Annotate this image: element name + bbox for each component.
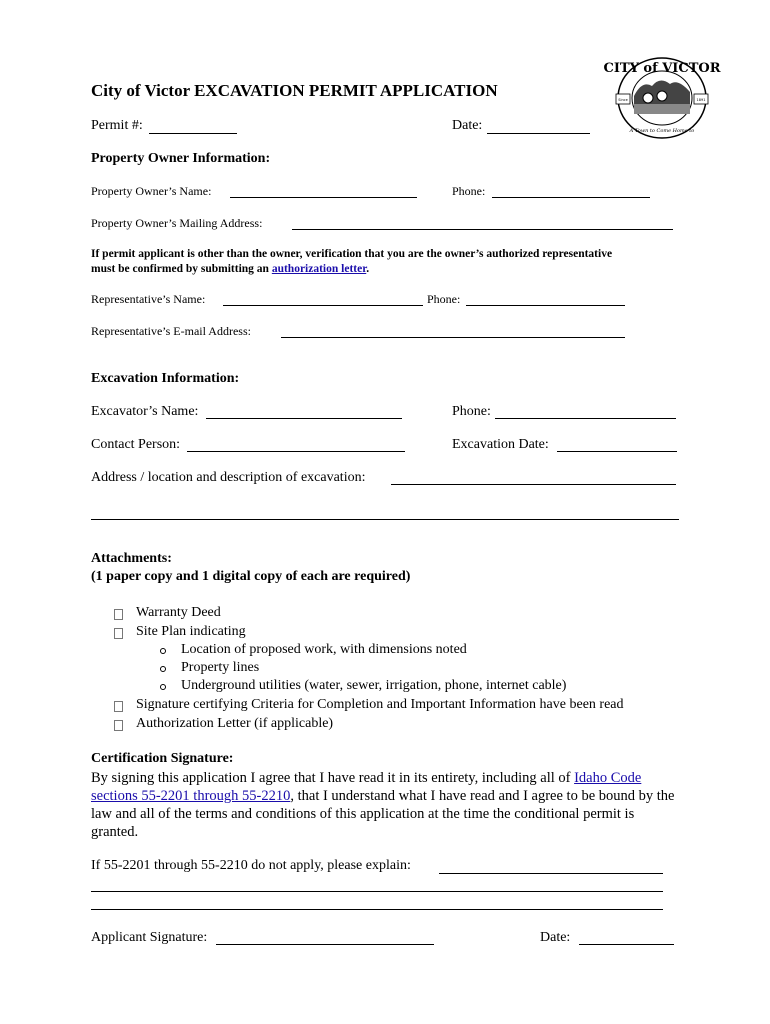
signature-criteria-label: Signature certifying Criteria for Completion and Important Information have been read [136, 697, 624, 712]
warranty-deed-label: Warranty Deed [136, 605, 221, 620]
page-title: City of Victor EXCAVATION PERMIT APPLICATION [91, 81, 498, 100]
explain-line-2[interactable] [91, 891, 663, 892]
warranty-deed-checkbox[interactable] [114, 609, 123, 620]
owner-name-field[interactable] [230, 197, 417, 198]
contact-person-field[interactable] [187, 451, 405, 452]
city-seal-logo [603, 52, 721, 144]
rep-phone-field[interactable] [466, 305, 625, 306]
certification-text: By signing this application I agree that I have read it in its entirety, including all of [91, 770, 575, 786]
applicant-signature-field[interactable] [216, 944, 434, 945]
rep-email-field[interactable] [281, 337, 625, 338]
date-label: Date: [452, 118, 483, 133]
signature-criteria-checkbox[interactable] [114, 701, 123, 712]
excavator-phone-field[interactable] [495, 418, 676, 419]
attachments-subheading: (1 paper copy and 1 digital copy of each are required) [91, 569, 411, 584]
rep-name-label: Representative’s Name: [91, 292, 206, 306]
explain-line-3[interactable] [91, 909, 663, 910]
sub-bullet-icon [160, 666, 166, 672]
idaho-code-link[interactable]: Idaho Code sections 55-2201 through 55-2210 [91, 770, 642, 804]
excavator-name-label: Excavator’s Name: [91, 404, 199, 419]
excavation-heading: Excavation Information: [91, 371, 240, 386]
signature-date-label: Date: [540, 930, 571, 945]
authorization-letter-checkbox[interactable] [114, 720, 123, 731]
excavator-name-field[interactable] [206, 418, 402, 419]
excavation-date-field[interactable] [557, 451, 677, 452]
owner-name-label: Property Owner’s Name: [91, 184, 212, 198]
svg-text:1891: 1891 [696, 98, 706, 102]
rep-email-label: Representative’s E-mail Address: [91, 324, 251, 338]
attachments-heading: Attachments: [91, 551, 172, 566]
site-plan-label: Site Plan indicating [136, 624, 246, 639]
certification-paragraph [91, 769, 683, 841]
excavation-description-line[interactable] [91, 519, 679, 520]
excavation-address-label: Address / location and description of excavation: [91, 470, 366, 485]
site-plan-sub-property-lines: Property lines [181, 660, 260, 675]
owner-phone-field[interactable] [492, 197, 650, 198]
permit-number-label: Permit #: [91, 118, 143, 133]
date-field[interactable] [487, 133, 590, 134]
signature-date-field[interactable] [579, 944, 674, 945]
rep-name-field[interactable] [223, 305, 423, 306]
contact-person-label: Contact Person: [91, 437, 181, 452]
owner-phone-label: Phone: [452, 184, 486, 198]
owner-address-label: Property Owner’s Mailing Address: [91, 216, 263, 230]
authorization-letter-link[interactable]: authorization letter [271, 263, 367, 275]
site-plan-checkbox[interactable] [114, 628, 123, 639]
svg-text:Since: Since [618, 98, 628, 102]
site-plan-sub-location: Location of proposed work, with dimensions noted [181, 642, 467, 657]
notice-line-1: If permit applicant is other than the owner, verification that you are the owner’s authorized representative [91, 248, 613, 260]
owner-heading: Property Owner Information: [91, 151, 271, 166]
svg-text:A Town to Come Home to: A Town to Come Home to [629, 128, 695, 134]
excavation-address-field[interactable] [391, 484, 676, 485]
owner-address-field[interactable] [292, 229, 673, 230]
sub-bullet-icon [160, 684, 166, 690]
authorization-letter-label: Authorization Letter (if applicable) [136, 716, 334, 731]
notice-line-2-text: must be confirmed by submitting an [91, 263, 272, 275]
notice-line-2 [91, 263, 369, 275]
site-plan-sub-utilities: Underground utilities (water, sewer, irrigation, phone, internet cable) [181, 678, 567, 693]
svg-text:CITY of VICTOR: CITY of VICTOR [603, 61, 721, 76]
explain-field[interactable] [439, 873, 663, 874]
rep-phone-label: Phone: [427, 292, 461, 306]
certification-text-end: , that I understand what I have read and I agree to be bound by the law and all of the terms and conditions of this application at the time the conditional permit is granted. [91, 788, 675, 840]
sub-bullet-icon [160, 648, 166, 654]
notice-line-2-end: . [366, 263, 370, 275]
excavation-date-label: Excavation Date: [452, 437, 549, 452]
applicant-signature-label: Applicant Signature: [91, 930, 208, 945]
excavator-phone-label: Phone: [452, 404, 491, 419]
certification-heading: Certification Signature: [91, 751, 234, 766]
explain-label: If 55-2201 through 55-2210 do not apply, please explain: [91, 858, 411, 873]
permit-number-field[interactable] [149, 133, 237, 134]
